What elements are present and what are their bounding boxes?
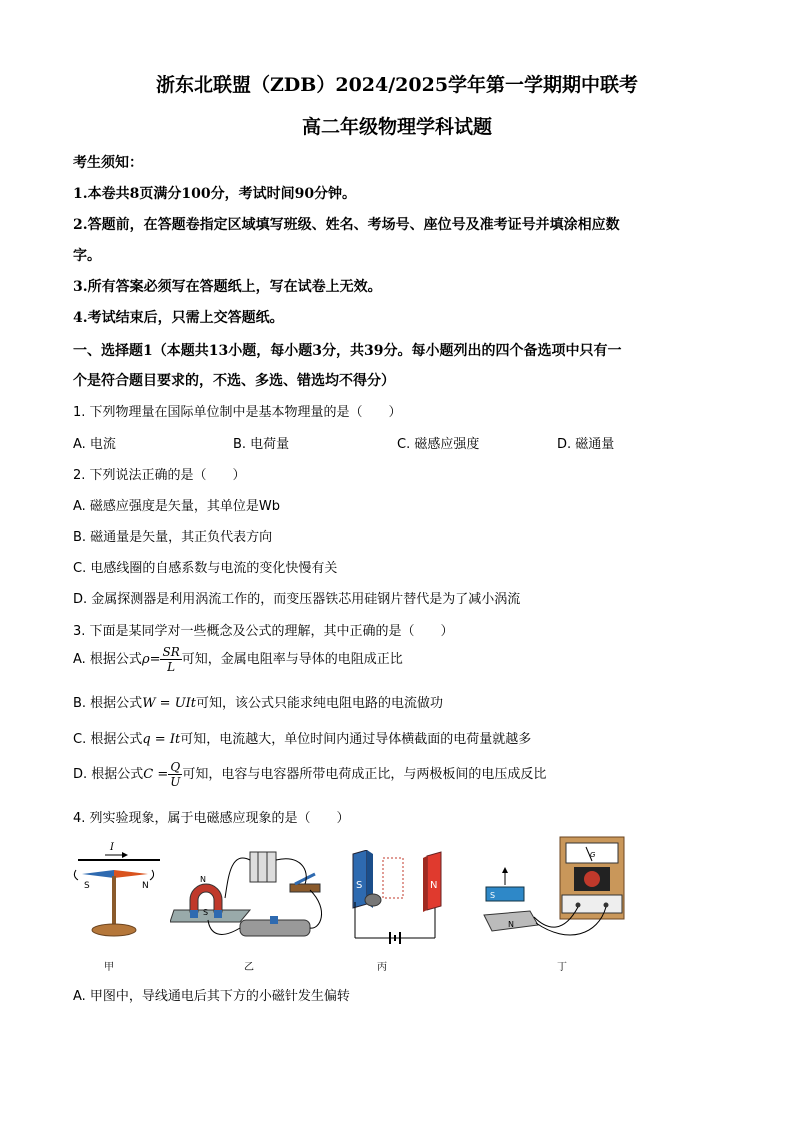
magnet-pole [190, 910, 198, 918]
q3-option-b [73, 692, 443, 711]
q3-a-numerator: SR [162, 645, 180, 659]
q3-a-formula-lhs: ρ= [141, 652, 161, 667]
q3-b-suffix: 可知，该公式只能求纯电阻电路的电流做功 [196, 696, 444, 711]
needle-s-label: S [84, 881, 90, 891]
q3-a-prefix: A. 根据公式 [73, 652, 142, 667]
q3-option-c [73, 728, 531, 747]
exam-subtitle: 高二年级物理学科试题 [301, 116, 492, 138]
exam-title: 浙东北联盟（ZDB）2024/2025学年第一学期期中联考 [155, 74, 639, 96]
notice-item: 2.答题前，在答题卷指定区域填写班级、姓名、考场号、座位号及准考证号并填涂相应数 [73, 217, 620, 233]
motion-arrow-head [502, 867, 508, 873]
question-1-stem: 1. 下列物理量在国际单位制中是基本物理量的是（ ） [73, 405, 402, 420]
q1-option-c: C. 磁感应强度 [397, 437, 480, 452]
q2-option-d: D. 金属探测器是利用涡流工作的，而变压器铁芯用硅钢片替代是为了减小涡流 [73, 592, 521, 607]
q1-option-d: D. 磁通量 [557, 437, 615, 452]
notice-item: 1.本卷共8页满分100分，考试时间90分钟。 [73, 186, 357, 202]
stand-base [92, 924, 136, 936]
q2-option-c: C. 电感线圈的自感系数与电流的变化快慢有关 [73, 561, 338, 576]
figure-ding [478, 835, 628, 950]
figure-label-jia: 甲 [104, 962, 114, 973]
galvanometer-label: G [590, 851, 596, 859]
q3-d-formula-lhs: C = [143, 767, 169, 782]
q3-option-a [73, 645, 403, 674]
needle-stand [112, 876, 116, 928]
notice-item: 3.所有答案必须写在答题纸上，写在试卷上无效。 [73, 279, 382, 295]
q1-option-a: A. 电流 [73, 437, 116, 452]
q3-a-fraction [160, 645, 181, 674]
q1-option-b: B. 电荷量 [233, 437, 290, 452]
q2-option-a: A. 磁感应强度是矢量，其单位是Wb [73, 499, 281, 514]
magnet-s-label: S [356, 880, 363, 891]
notice-heading: 考生须知： [73, 155, 143, 171]
coil-frame [383, 858, 403, 898]
galvanometer-magnet [584, 871, 600, 887]
figure-label-yi: 乙 [244, 962, 254, 973]
q3-d-denominator: U [170, 775, 181, 789]
figure-label-bing: 丙 [377, 962, 387, 973]
wire [225, 858, 250, 898]
q3-option-d [73, 760, 546, 789]
notice-item: 4.考试结束后，只需上交答题纸。 [73, 310, 284, 326]
needle-n-label: N [142, 881, 149, 891]
magnet-n-label: N [430, 880, 438, 891]
q3-c-formula: q = It [142, 732, 181, 747]
magnet-s-label: S [203, 908, 209, 917]
wire [310, 890, 322, 928]
q3-d-numerator: Q [168, 760, 182, 775]
commutator [365, 894, 381, 906]
q3-c-suffix: 可知，电流越大，单位时间内通过导体横截面的电荷量就越多 [180, 732, 532, 747]
section-heading: 一、选择题1（本题共13小题，每小题3分，共39分。每小题列出的四个备选项中只有一 [73, 343, 622, 359]
q3-c-prefix: C. 根据公式 [73, 732, 143, 747]
current-label: I [110, 842, 114, 853]
q3-a-denominator: L [167, 660, 176, 674]
q3-b-formula: W = UIt [142, 696, 197, 711]
q3-d-prefix: D. 根据公式 [73, 767, 144, 782]
needle-n-half [114, 870, 148, 878]
question-2-stem: 2. 下列说法正确的是（ ） [73, 468, 246, 483]
terminal [576, 903, 581, 908]
q4-option-a: A. 甲图中，导线通电后其下方的小磁针发生偏转 [73, 989, 350, 1004]
switch [290, 884, 320, 892]
figure-label-ding: 丁 [557, 962, 567, 973]
base-board [170, 910, 250, 922]
question-3-stem: 3. 下面是某同学对一些概念及公式的理解，其中正确的是（ ） [73, 624, 454, 639]
rotation-arrow-left [74, 870, 78, 880]
question-4-stem: 4. 列实验现象，属于电磁感应现象的是（ ） [73, 811, 350, 826]
battery [250, 852, 276, 882]
figure-yi [170, 840, 330, 950]
galvanometer-base [562, 895, 622, 913]
figure-bing [345, 850, 455, 950]
q3-d-suffix: 可知，电容与电容器所带电荷成正比，与两极板间的电压成反比 [182, 767, 547, 782]
moving-magnet-s-label: S [490, 891, 496, 900]
magnet-n-label: N [200, 875, 206, 884]
magnet-n-side [423, 856, 427, 912]
figure-jia [70, 830, 165, 950]
needle-s-half [82, 870, 114, 878]
coil-n-label: N [508, 920, 514, 929]
terminal [604, 903, 609, 908]
current-arrow-head [122, 852, 128, 858]
magnet-pole [214, 910, 222, 918]
q3-b-prefix: B. 根据公式 [73, 696, 143, 711]
section-heading-cont: 个是符合题目要求的，不选、多选、错选均不得分） [73, 373, 395, 389]
notice-item: 字。 [73, 248, 101, 264]
q2-option-b: B. 磁通量是矢量，其正负代表方向 [73, 530, 273, 545]
rotation-arrow-right [150, 870, 154, 880]
q3-a-suffix: 可知，金属电阻率与导体的电阻成正比 [181, 652, 403, 667]
rheostat-slider [270, 916, 278, 924]
q3-d-fraction [168, 760, 182, 789]
